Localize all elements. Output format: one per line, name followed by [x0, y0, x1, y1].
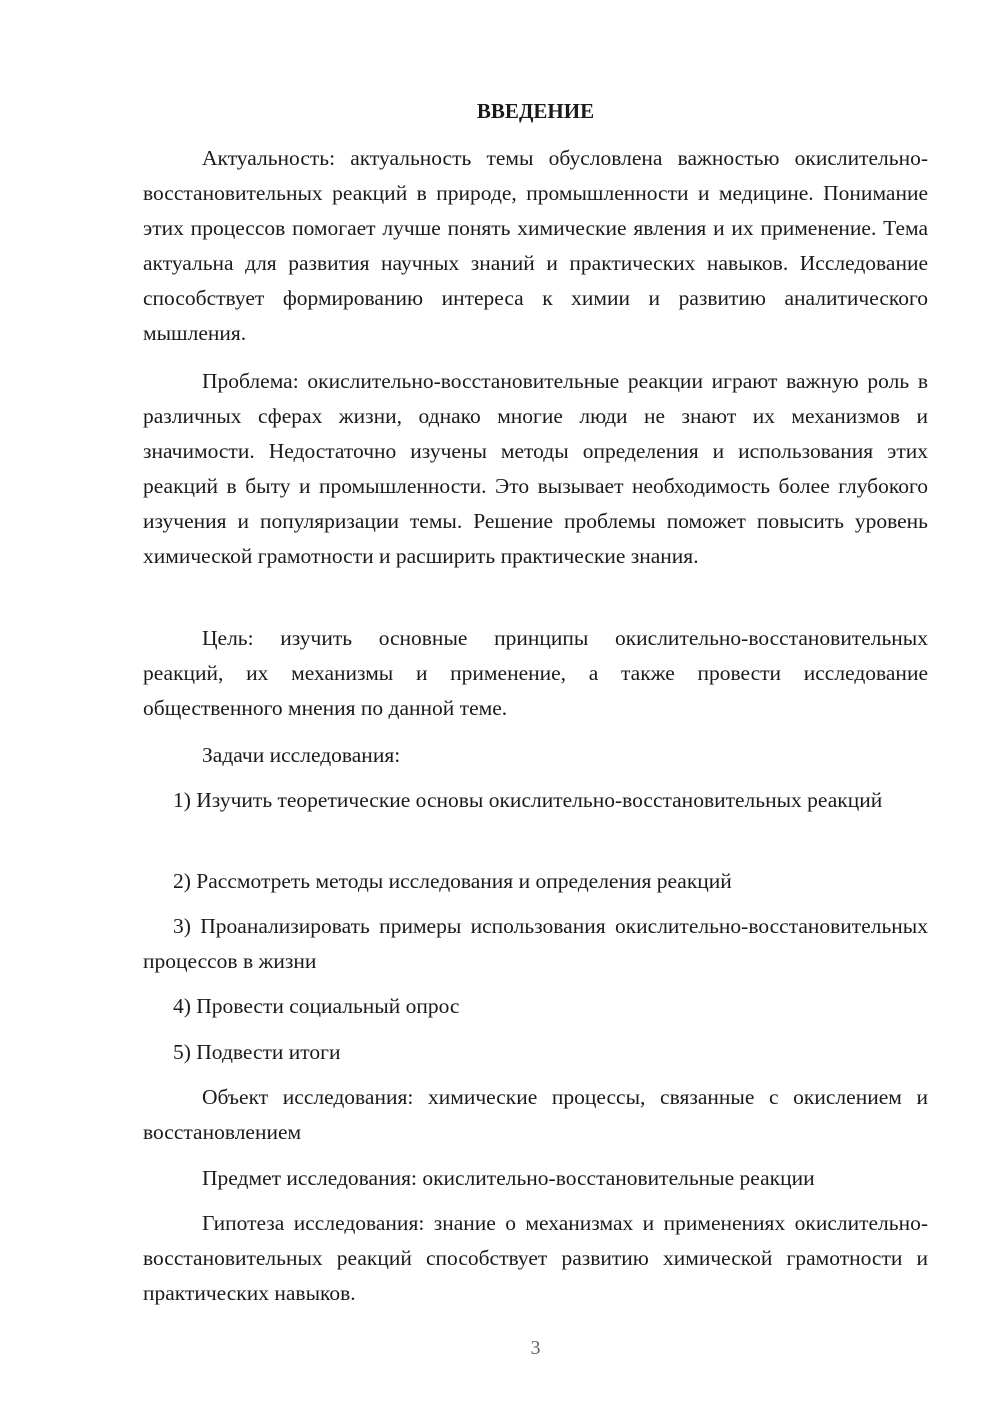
subject-paragraph: Предмет исследования: окислительно-восстановительные реакции: [202, 1166, 815, 1190]
page-title: ВВЕДЕНИЕ: [476, 99, 595, 123]
task-item: 2) Рассмотреть методы исследования и определения реакций: [173, 869, 732, 893]
relevance-paragraph: Актуальность: актуальность темы обусловлена важностью окислительно-восстановительных реакций в природе, промышленности и медицине. Понимание этих процессов помогает лучше понять химические явления и их применение. Тема актуальна для развития научных знаний и практических навыков. Исследование способствует формированию интереса к химии и развитию аналитического мышления.: [143, 146, 928, 345]
tasks-heading: Задачи исследования:: [202, 743, 401, 767]
document-page: [143, 0, 928, 1414]
task-item: 5) Подвести итоги: [173, 1040, 341, 1064]
object-paragraph: Объект исследования: химические процессы, связанные с окислением и восстановлением: [143, 1085, 928, 1144]
task-item: 3) Проанализировать примеры использования окислительно-восстановительных процессов в жизни: [143, 914, 928, 973]
hypothesis-paragraph: Гипотеза исследования: знание о механизмах и применениях окислительно-восстановительных реакций способствует развитию химической грамотности и практических навыков.: [143, 1211, 928, 1305]
task-item: 1) Изучить теоретические основы окислительно-восстановительных реакций: [173, 788, 883, 812]
goal-paragraph: Цель: изучить основные принципы окислительно-восстановительных реакций, их механизмы и применение, а также провести исследование общественного мнения по данной теме.: [143, 626, 928, 720]
page-number: 3: [530, 1337, 541, 1359]
task-item: 4) Провести социальный опрос: [173, 994, 460, 1018]
problem-paragraph: Проблема: окислительно-восстановительные реакции играют важную роль в различных сферах жизни, однако многие люди не знают их механизмов и значимости. Недостаточно изучены методы определения и использования этих реакций в быту и промышленности. Это вызывает необходимость более глубокого изучения и популяризации темы. Решение проблемы поможет повысить уровень химической грамотности и расширить практические знания.: [143, 369, 928, 568]
